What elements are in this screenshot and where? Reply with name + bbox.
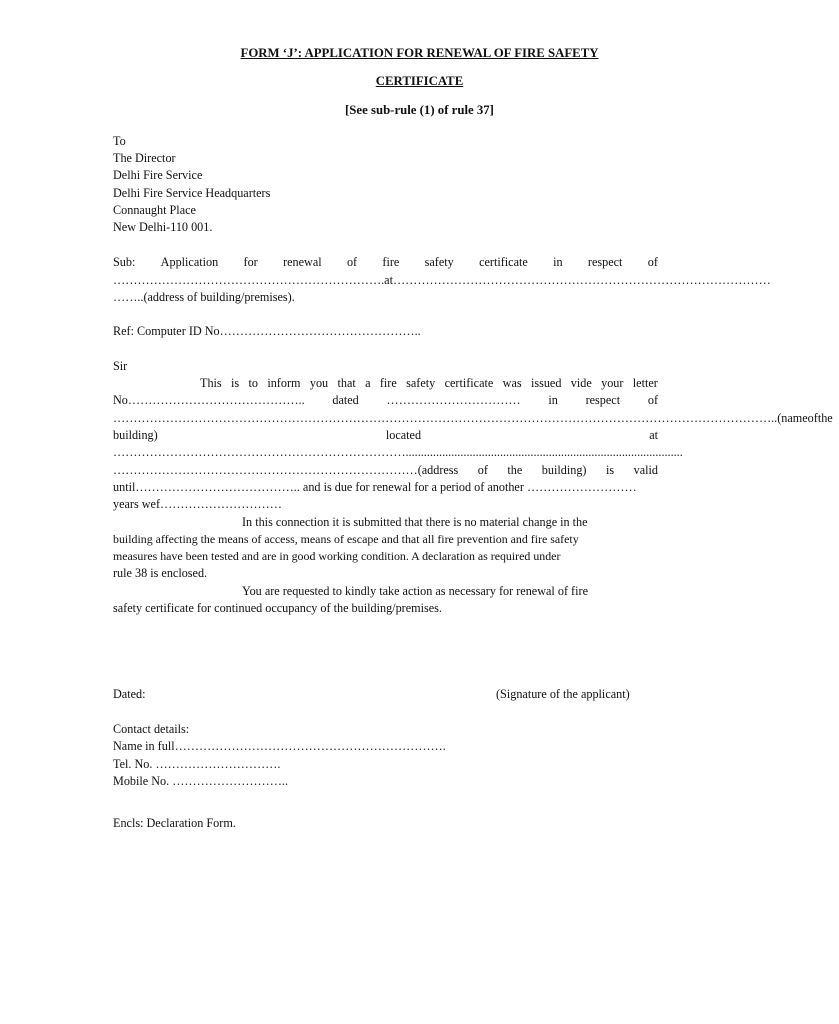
enclosures: Encls: Declaration Form. bbox=[113, 816, 236, 830]
word: you bbox=[309, 376, 329, 390]
subject-word: renewal bbox=[283, 255, 322, 269]
para1-line1 bbox=[200, 375, 658, 391]
word: building) bbox=[541, 463, 587, 477]
form-title-line1: FORM ‘J’: APPLICATION FOR RENEWAL OF FIRE SAFETY bbox=[240, 46, 599, 60]
subject-word: in bbox=[553, 255, 563, 269]
subject-word: Application bbox=[160, 255, 219, 269]
word: is bbox=[231, 376, 240, 390]
para2-line4: rule 38 is enclosed. bbox=[113, 566, 208, 580]
word: is bbox=[605, 463, 615, 477]
word: fire bbox=[379, 376, 397, 390]
contact-name-field: Name in full…………………………………………………………. bbox=[113, 739, 446, 753]
para1-line6 bbox=[113, 462, 658, 478]
rule-reference: [See sub-rule (1) of rule 37] bbox=[345, 103, 494, 117]
location-blank: ………………………………………………………………........................................................................................... bbox=[113, 445, 683, 459]
para1-line2 bbox=[113, 392, 658, 408]
word: respect bbox=[585, 393, 621, 407]
subject-word: of bbox=[346, 255, 358, 269]
address-line-3: Delhi Fire Service Headquarters bbox=[113, 186, 271, 200]
para1-line3 bbox=[113, 410, 833, 426]
word: of bbox=[477, 463, 488, 477]
word: (name bbox=[777, 411, 808, 425]
word: the bbox=[817, 411, 833, 425]
word: issued bbox=[530, 376, 562, 390]
word: that bbox=[337, 376, 356, 390]
word: at bbox=[649, 428, 658, 442]
date-blank: …………………………… bbox=[386, 393, 521, 407]
word: the bbox=[507, 463, 523, 477]
word: building) bbox=[113, 428, 158, 442]
word: vide bbox=[570, 376, 592, 390]
dated-label: Dated: bbox=[113, 687, 146, 701]
para3-line1: You are requested to kindly take action as necessary for renewal of fire bbox=[242, 584, 588, 598]
word: a bbox=[365, 376, 371, 390]
salutation: Sir bbox=[113, 359, 128, 373]
contact-mobile-field: Mobile No. ……………………….. bbox=[113, 774, 289, 788]
word: valid bbox=[633, 463, 658, 477]
form-title-certificate bbox=[0, 73, 839, 89]
word: This bbox=[200, 376, 222, 390]
word: of bbox=[807, 411, 818, 425]
contact-heading: Contact details: bbox=[113, 722, 190, 736]
subject-address-note: ……..(address of building/premises). bbox=[113, 290, 295, 304]
word: located bbox=[385, 428, 422, 442]
building-name-blank: ……………………………………………………………………………………………………………………………………………….. bbox=[113, 411, 778, 425]
word: of bbox=[647, 393, 658, 407]
reference-computer-id: Ref: Computer ID No………………………………………….. bbox=[113, 324, 421, 338]
address-blank: …………………………………………………………………(address bbox=[113, 463, 459, 477]
validity-line: until………………………………….. and is due for renewal for a period of another ……………………… bbox=[113, 480, 637, 494]
word: letter bbox=[632, 376, 658, 390]
address-line-4: Connaught Place bbox=[113, 203, 196, 217]
para2-line2: building affecting the means of access, means of escape and that all fire prevention and fire safety bbox=[113, 532, 579, 546]
years-wef-line: years wef………………………… bbox=[113, 497, 282, 511]
address-line-1: The Director bbox=[113, 151, 176, 165]
signature-label: (Signature of the applicant) bbox=[496, 687, 630, 701]
subject-word: certificate bbox=[479, 255, 528, 269]
word: safety bbox=[406, 376, 436, 390]
word: was bbox=[502, 376, 522, 390]
word: certificate bbox=[444, 376, 494, 390]
subject-word: of bbox=[647, 255, 658, 269]
form-title-line2: CERTIFICATE bbox=[375, 74, 464, 88]
para2-line1: In this connection it is submitted that there is no material change in the bbox=[242, 515, 588, 529]
address-line-5: New Delhi-110 001. bbox=[113, 220, 213, 234]
subject-line bbox=[113, 254, 658, 270]
address-to: To bbox=[113, 134, 126, 148]
subject-word: for bbox=[243, 255, 258, 269]
letter-number-blank: No…………………………………….. bbox=[113, 393, 305, 407]
subject-word: respect bbox=[587, 255, 623, 269]
word: inform bbox=[267, 376, 301, 390]
subject-building-blank: ………………………………………………………….at………………………………………………………………………………… bbox=[113, 273, 771, 287]
word: in bbox=[548, 393, 558, 407]
contact-tel-field: Tel. No. …………………………. bbox=[113, 757, 281, 771]
subject-word: fire bbox=[382, 255, 400, 269]
word: to bbox=[248, 376, 258, 390]
form-title bbox=[0, 45, 839, 61]
word: your bbox=[601, 376, 624, 390]
subject-word: Sub: bbox=[113, 255, 136, 269]
para1-line4 bbox=[113, 427, 658, 443]
para3-line2: safety certificate for continued occupancy of the building/premises. bbox=[113, 601, 442, 615]
address-line-2: Delhi Fire Service bbox=[113, 168, 203, 182]
word: dated bbox=[332, 393, 359, 407]
subject-word: safety bbox=[424, 255, 454, 269]
para2-line3: measures have been tested and are in good working condition. A declaration as required under bbox=[113, 549, 561, 563]
